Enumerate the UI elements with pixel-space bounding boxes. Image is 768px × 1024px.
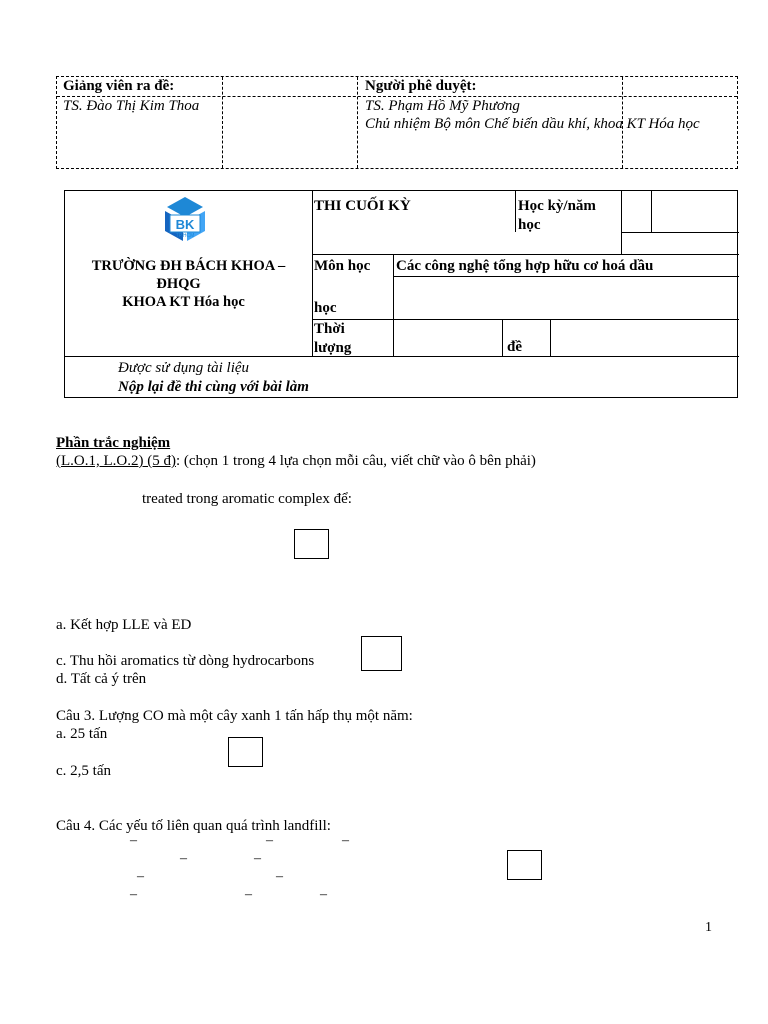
faculty-name: KHOA KT Hóa học [122,294,245,310]
approver-label: Người phê duyệt: [365,78,477,94]
blank-dash: – [130,833,137,848]
page-number: 1 [705,920,712,935]
logo-text: BK [175,217,195,232]
table-divider [621,232,739,233]
approval-divider [222,77,223,168]
question-3-option-c: c. 2,5 tấn [56,763,111,779]
approval-divider [357,77,358,168]
blank-dash: – [130,887,137,902]
table-divider [312,319,739,320]
question-2-option-d: d. Tất cả ý trên [56,671,147,687]
question-2-option-c: c. Thu hồi aromatics từ dòng hydrocarbons [56,653,315,669]
blank-dash: – [180,851,187,866]
answer-box-4[interactable] [507,850,542,880]
semester-label: Học kỳ/năm học [518,198,596,233]
note-submit: Nộp lại đề thi cùng với bài làm [118,379,309,395]
answer-box-1[interactable] [294,529,329,559]
question-3-option-a: a. 25 tấn [56,726,108,742]
table-divider [515,191,516,232]
answer-box-2[interactable] [361,636,402,671]
question-2-option-a: a. Kết hợp LLE và ED [56,617,192,633]
lecturer-name: TS. Đào Thị Kim Thoa [63,98,200,114]
question-4-text: Câu 4. Các yếu tố liên quan quá trình landfill: [56,818,331,834]
blank-dash: – [245,887,252,902]
table-divider [550,319,551,356]
school-name-2: ĐHQG [156,276,201,292]
section-title: Phần trắc nghiệm [56,435,171,451]
blank-dash: – [254,851,261,866]
lecturer-label: Giảng viên ra đề: [63,78,175,94]
bk-logo [153,195,217,255]
table-divider [312,254,739,255]
exam-code-label: đề [507,339,522,355]
subject-label: Môn học [314,258,371,274]
subject-code-label: học [314,300,337,316]
question-1-text: treated trong aromatic complex để: [142,491,352,507]
answer-box-3[interactable] [228,737,263,767]
table-divider [502,319,503,356]
instruction-text: : (chọn 1 trong 4 lựa chọn mỗi câu, viết chữ vào ô bên phải) [175,453,536,469]
logo-subtext: TP.HCM [175,233,195,239]
blank-dash: – [137,869,144,884]
table-divider [65,356,739,357]
approver-title: Chủ nhiệm Bộ môn Chế biến dầu khí, khoa KT Hóa học [365,116,700,132]
table-divider [312,191,313,356]
blank-dash: – [266,833,273,848]
note-materials: Được sử dụng tài liệu [118,360,250,376]
table-divider [621,191,622,254]
section-instruction [56,452,536,471]
table-divider [651,191,652,232]
duration-label: Thời lượng [314,321,352,356]
blank-dash: – [276,869,283,884]
blank-dash: – [342,833,349,848]
exam-header-table [64,190,738,398]
approval-table [56,76,738,169]
exam-title: THI CUỐI KỲ [314,198,411,214]
learning-outcomes: (L.O.1, L.O.2) (5 đ) [56,453,176,469]
table-divider [393,276,739,277]
subject-value: Các công nghệ tổng hợp hữu cơ hoá dầu [396,258,654,274]
question-3-text: Câu 3. Lượng CO mà một cây xanh 1 tấn hấp thụ một năm: [56,708,413,724]
blank-dash: – [320,887,327,902]
table-divider [393,254,394,356]
approver-name: TS. Phạm Hồ Mỹ Phương [365,98,520,114]
school-name: TRƯỜNG ĐH BÁCH KHOA – [91,258,286,274]
